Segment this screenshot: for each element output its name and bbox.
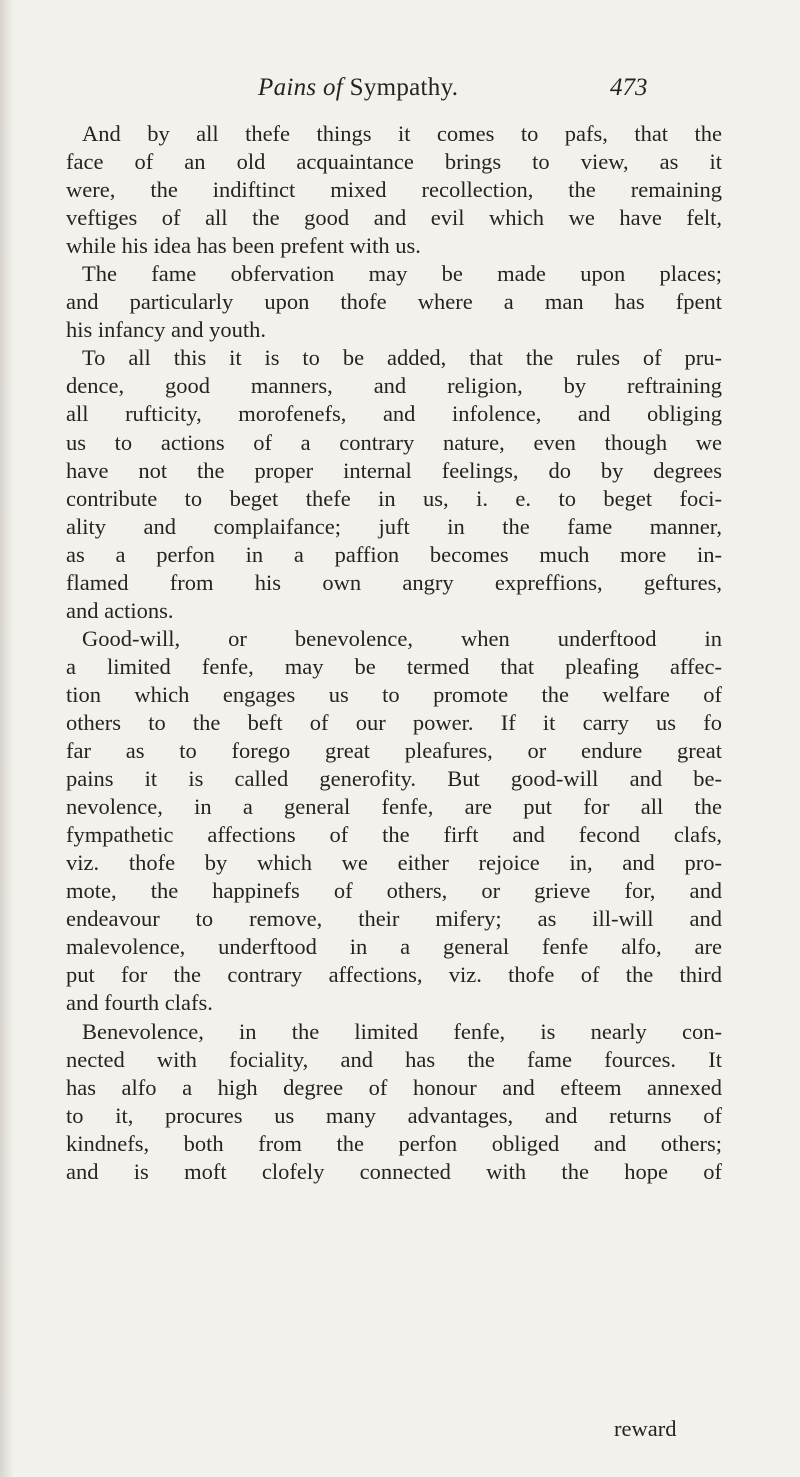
text-line: face of an old acquaintance brings to view, as it — [66, 149, 722, 175]
text-line: nevolence, in a general fenfe, are put for all the — [66, 794, 722, 820]
text-line: tion which engages us to promote the welfare of — [66, 681, 722, 707]
text-line: And by all thefe things it comes to pafs, that the — [82, 121, 722, 146]
text-line: and particularly upon thofe where a man has fpent — [66, 289, 722, 315]
text-line: kindnefs, both from the perfon obliged and others; — [66, 1130, 722, 1156]
text-line: and fourth clafs. — [66, 990, 213, 1016]
text-line: put for the contrary affections, viz. thofe of the third — [66, 962, 722, 988]
text-line: viz. thofe by which we either rejoice in, and pro- — [66, 850, 722, 876]
text-line: flamed from his own angry expreffions, geftures, — [66, 569, 722, 595]
page-number: 473 — [610, 74, 648, 101]
running-title — [258, 74, 458, 102]
text-line: pains it is called generofity. But good-will and be- — [66, 766, 722, 792]
text-line: as a perfon in a paffion becomes much more in- — [66, 541, 722, 567]
text-line: endeavour to remove, their mifery; as ill-will and — [66, 906, 722, 932]
text-line: ality and complaifance; juft in the fame manner, — [66, 513, 722, 539]
text-line: while his idea has been prefent with us. — [66, 233, 421, 259]
running-title-italic: Pains of — [258, 74, 344, 101]
running-title-rest: Sympathy. — [349, 74, 459, 101]
text-line: and actions. — [66, 597, 174, 623]
catchword: reward — [614, 1416, 677, 1441]
text-line: far as to forego great pleafures, or endure great — [66, 738, 722, 764]
text-line: The fame obfervation may be made upon places; — [82, 261, 722, 287]
text-line: nected with fociality, and has the fame fources. It — [66, 1046, 722, 1072]
text-line: Benevolence, in the limited fenfe, is nearly con- — [82, 1018, 722, 1044]
text-line: has alfo a high degree of honour and efteem annexed — [66, 1074, 722, 1100]
text-line: veftiges of all the good and evil which we have felt, — [66, 205, 722, 231]
text-line: and is moft clofely connected with the hope of — [66, 1158, 722, 1184]
text-line: others to the beft of our power. If it carry us fo — [66, 709, 722, 735]
text-line: his infancy and youth. — [66, 317, 266, 343]
page-edge-shadow — [0, 0, 14, 1477]
text-line: to it, procures us many advantages, and returns of — [66, 1102, 722, 1128]
page-header — [0, 70, 800, 110]
text-line: us to actions of a contrary nature, even though we — [66, 429, 722, 455]
text-line: Good-will, or benevolence, when underftood in — [82, 625, 722, 651]
body-text — [66, 120, 722, 1186]
text-line: have not the proper internal feelings, do by degrees — [66, 457, 722, 483]
text-line: mote, the happinefs of others, or grieve for, and — [66, 878, 722, 904]
text-line: a limited fenfe, may be termed that pleafing affec- — [66, 653, 722, 679]
text-line: To all this it is to be added, that the rules of pru- — [82, 345, 722, 371]
text-line: malevolence, underftood in a general fenfe alfo, are — [66, 934, 722, 960]
text-line: fympathetic affections of the firft and fecond clafs, — [66, 822, 722, 848]
text-line: contribute to beget thefe in us, i. e. to beget foci- — [66, 485, 722, 511]
text-line: dence, good manners, and religion, by reftraining — [66, 373, 722, 399]
text-line: were, the indiftinct mixed recollection, the remaining — [66, 177, 722, 203]
text-line: all rufticity, morofenefs, and infolence, and obliging — [66, 401, 722, 427]
